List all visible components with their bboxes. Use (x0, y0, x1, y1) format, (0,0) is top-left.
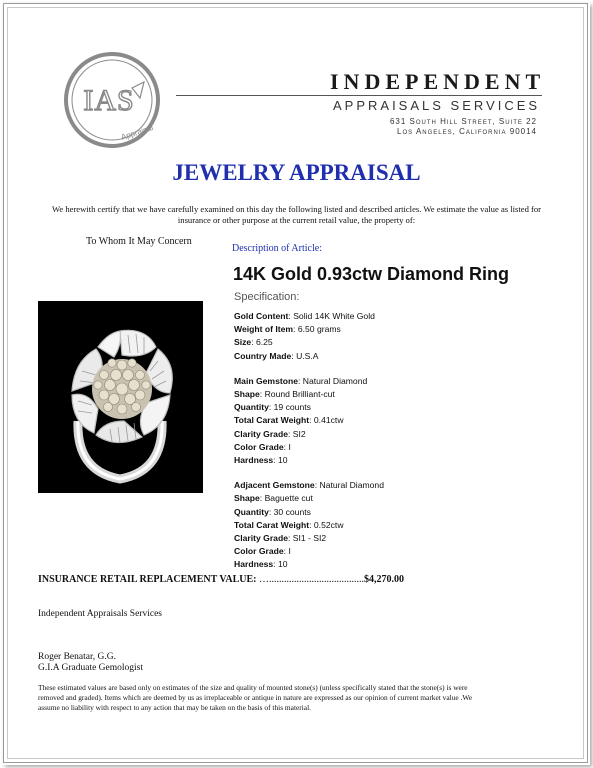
ias-logo (62, 50, 162, 150)
appraiser-name: Roger Benatar, G.G. (38, 652, 116, 662)
spec-adjacent-clarity: Clarity Grade: SI1 - SI2 (234, 533, 327, 544)
address-line-1: 631 South Hill Street, Suite 22 (389, 117, 537, 126)
recipient: To Whom It May Concern (86, 236, 192, 247)
company-subtitle: APPRAISALS SERVICES (333, 98, 541, 113)
appraiser-title: G.I.A Graduate Gemologist (38, 663, 144, 673)
document-title: JEWELRY APPRAISAL (172, 160, 421, 185)
spec-main-hardness: Hardness: 10 (234, 455, 288, 466)
insurance-dots: …...................................... (258, 574, 364, 585)
disclaimer: These estimated values are based only on estimates of the size and quality of mounted stone(s) (unless specifically stated that the stone(s) is were removed and graded). Items which are deemed by us as irreplaceable or antique in nature are expressed as our opinion of current market value .We assume no liability with respect to any action that may be taken on the basis of this material. (38, 683, 473, 712)
spec-adjacent-color: Color Grade: I (234, 546, 291, 557)
company-name: INDEPENDENT (330, 69, 546, 94)
appraiser-block (38, 652, 143, 674)
spec-main-carat: Total Carat Weight: 0.41ctw (234, 415, 344, 426)
company-signature: Independent Appraisals Services (38, 609, 162, 619)
spec-main-color: Color Grade: I (234, 441, 291, 452)
spec-adjacent-hardness: Hardness: 10 (234, 559, 288, 570)
spec-adjacent-gemstone: Adjacent Gemstone: Natural Diamond (234, 480, 384, 491)
spec-gold-content: Gold Content: Solid 14K White Gold (234, 311, 375, 321)
spec-weight: Weight of Item: 6.50 grams (234, 324, 341, 335)
description-label: Description of Article: (232, 243, 322, 254)
spec-main-quantity: Quantity: 19 counts (234, 402, 311, 413)
spec-country: Country Made: U.S.A (234, 350, 319, 361)
article-title: 14K Gold 0.93ctw Diamond Ring (233, 264, 510, 284)
spec-main-clarity: Clarity Grade: SI2 (234, 428, 306, 439)
specifications (234, 310, 384, 572)
spec-main-shape: Shape: Round Brilliant-cut (234, 389, 335, 400)
logo-ring-text: Appraisal (119, 123, 155, 142)
spec-adjacent-quantity: Quantity: 30 counts (234, 506, 311, 517)
spec-adjacent-shape: Shape: Baguette cut (234, 493, 313, 504)
insurance-value (38, 574, 404, 585)
address-line-2: Los Angeles, California 90014 (397, 127, 537, 136)
logo-monogram: IAS (83, 84, 135, 117)
ring-photo (38, 301, 203, 493)
insurance-label: INSURANCE RETAIL REPLACEMENT VALUE: (38, 574, 257, 585)
certification-text: We herewith certify that we have carefully examined on this day the following listed and described articles. We estimate the value as listed for insurance or other purpose at the current retail value, the property of: (51, 204, 542, 225)
insurance-amount: $4,270.00 (363, 574, 404, 585)
spec-adjacent-carat: Total Carat Weight: 0.52ctw (234, 519, 344, 530)
spec-main-gemstone: Main Gemstone: Natural Diamond (234, 375, 368, 386)
spec-size: Size: 6.25 (234, 337, 273, 348)
header-divider (176, 95, 542, 96)
specification-label: Specification: (234, 291, 300, 303)
